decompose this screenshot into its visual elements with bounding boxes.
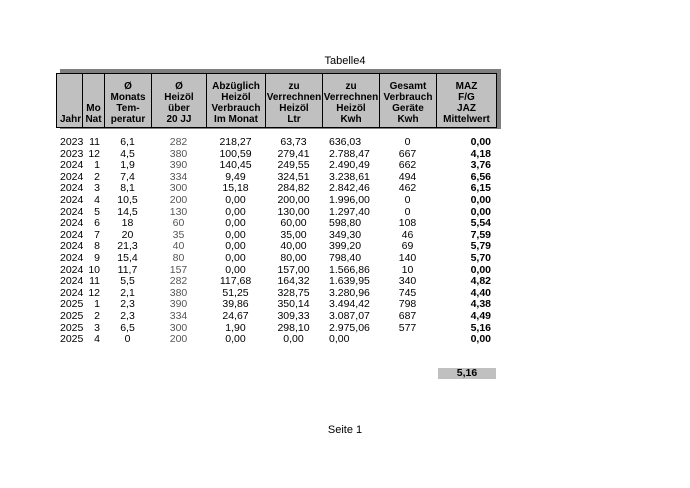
- cell-monat: 5: [94, 205, 100, 218]
- cell-gesamt-verbrauch: 340: [398, 275, 417, 288]
- cell-abzueglich: 0,00: [225, 240, 246, 253]
- cell-maz: 5,79: [470, 240, 491, 253]
- cell-gesamt-verbrauch: 0: [404, 205, 411, 218]
- cell-verrechnen-kwh: 598,80: [329, 217, 362, 230]
- cell-abzueglich: 100,59: [219, 147, 252, 160]
- cell-monat: 4: [94, 333, 100, 346]
- cell-heizoel-20jj: 380: [169, 286, 188, 299]
- cell-jahr: 2024: [60, 159, 84, 172]
- cell-heizoel-20jj: 60: [172, 217, 185, 230]
- cell-heizoel-20jj: 130: [169, 205, 188, 218]
- cell-verrechnen-ltr: 130,00: [277, 205, 310, 218]
- cell-verrechnen-kwh: 349,30: [329, 228, 362, 241]
- cell-maz: 5,70: [470, 252, 491, 264]
- cell-gesamt-verbrauch: 577: [398, 321, 417, 334]
- cell-jahr: 2023: [60, 136, 84, 148]
- header-monat: Mo Nat: [83, 74, 105, 127]
- cell-monat: 1: [94, 298, 100, 311]
- mittelwert-cell: 5,16: [438, 368, 496, 379]
- cell-monat: 12: [88, 147, 100, 160]
- cell-temperatur: 7,4: [120, 170, 135, 183]
- cell-heizoel-20jj: 157: [169, 263, 188, 276]
- cell-heizoel-20jj: 200: [169, 333, 188, 346]
- cell-verrechnen-ltr: 284,82: [277, 182, 310, 195]
- cell-gesamt-verbrauch: 140: [398, 252, 417, 264]
- cell-abzueglich: 1,90: [225, 321, 246, 334]
- table-row: [56, 172, 497, 183]
- cell-verrechnen-kwh: 1.639,95: [329, 275, 370, 288]
- table-row: [56, 288, 497, 299]
- cell-abzueglich: 9,49: [225, 170, 246, 183]
- cell-temperatur: 2,3: [120, 298, 135, 311]
- cell-temperatur: 10,5: [117, 194, 138, 206]
- cell-maz: 5,54: [470, 217, 491, 230]
- cell-maz: 4,82: [470, 275, 491, 288]
- cell-monat: 3: [94, 182, 100, 195]
- cell-verrechnen-kwh: 3.280,96: [329, 286, 370, 299]
- table-row: [56, 253, 497, 264]
- cell-maz: 3,76: [470, 159, 491, 172]
- cell-monat: 11: [89, 136, 100, 148]
- header-maz: MAZ F/G JAZ Mittelwert: [443, 81, 490, 125]
- cell-temperatur: 20: [121, 228, 134, 241]
- cell-verrechnen-kwh: 2.490,49: [329, 159, 370, 172]
- cell-temperatur: 2,1: [120, 286, 135, 299]
- cell-temperatur: 2,3: [120, 310, 135, 322]
- cell-abzueglich: 0,00: [225, 333, 246, 346]
- cell-temperatur: 14,5: [117, 205, 138, 218]
- table-row: [56, 183, 497, 194]
- cell-monat: 11: [89, 275, 100, 288]
- cell-jahr: 2024: [60, 217, 84, 230]
- cell-gesamt-verbrauch: 108: [398, 217, 417, 230]
- cell-jahr: 2024: [60, 275, 84, 288]
- cell-verrechnen-kwh: 0,00: [329, 333, 350, 346]
- cell-heizoel-20jj: 334: [169, 310, 188, 322]
- cell-verrechnen-ltr: 328,75: [277, 286, 310, 299]
- cell-temperatur: 6,1: [120, 136, 135, 148]
- cell-gesamt-verbrauch: 745: [398, 286, 417, 299]
- header-verrechnen-ltr: zu Verrechnen Heizöl Ltr: [266, 74, 323, 127]
- cell-temperatur: 6,5: [120, 321, 135, 334]
- cell-heizoel-20jj: 282: [169, 275, 188, 288]
- cell-monat: 8: [94, 240, 100, 253]
- cell-jahr: 2024: [60, 170, 84, 183]
- cell-verrechnen-ltr: 249,55: [277, 159, 310, 172]
- cell-jahr: 2025: [60, 310, 84, 322]
- cell-gesamt-verbrauch: 46: [401, 228, 414, 241]
- cell-verrechnen-ltr: 63,73: [280, 136, 307, 148]
- table-row: [56, 311, 497, 322]
- cell-monat: 4: [94, 194, 100, 206]
- cell-verrechnen-kwh: 3.087,07: [329, 310, 370, 322]
- cell-jahr: 2023: [60, 147, 84, 160]
- cell-temperatur: 5,5: [120, 275, 135, 288]
- cell-abzueglich: 0,00: [225, 228, 246, 241]
- table-row: [56, 149, 497, 160]
- cell-abzueglich: 218,27: [219, 136, 252, 148]
- cell-verrechnen-ltr: 298,10: [277, 321, 310, 334]
- cell-heizoel-20jj: 200: [169, 194, 188, 206]
- table-row: [56, 160, 497, 171]
- cell-gesamt-verbrauch: 667: [398, 147, 417, 160]
- table-row: [56, 241, 497, 252]
- header-heizoel-20jj: Ø Heizöl über 20 JJ: [152, 74, 207, 127]
- cell-verrechnen-ltr: 309,33: [277, 310, 310, 322]
- table-row: [56, 195, 497, 206]
- cell-abzueglich: 0,00: [225, 263, 246, 276]
- cell-verrechnen-ltr: 157,00: [277, 263, 310, 276]
- table-row: [56, 230, 497, 241]
- cell-gesamt-verbrauch: 462: [398, 182, 417, 195]
- cell-jahr: 2025: [60, 333, 84, 346]
- cell-monat: 2: [94, 170, 100, 183]
- cell-gesamt-verbrauch: 69: [401, 240, 414, 253]
- cell-maz: 4,38: [470, 298, 491, 311]
- cell-gesamt-verbrauch: 798: [398, 298, 417, 311]
- cell-maz: 5,16: [470, 321, 491, 334]
- table-row: [56, 265, 497, 276]
- cell-verrechnen-kwh: 2.975,06: [329, 321, 370, 334]
- cell-maz: 6,15: [470, 182, 491, 195]
- cell-abzueglich: 0,00: [225, 217, 246, 230]
- cell-jahr: 2024: [60, 240, 84, 253]
- cell-verrechnen-kwh: 3.494,42: [329, 298, 370, 311]
- cell-abzueglich: 0,00: [225, 194, 246, 206]
- page-title: Tabelle4: [324, 55, 366, 67]
- cell-heizoel-20jj: 390: [169, 159, 188, 172]
- cell-verrechnen-ltr: 324,51: [277, 170, 310, 183]
- cell-gesamt-verbrauch: 662: [398, 159, 417, 172]
- table-row: [56, 299, 497, 310]
- cell-maz: 0,00: [470, 263, 491, 276]
- cell-gesamt-verbrauch: 687: [398, 310, 417, 322]
- cell-jahr: 2024: [60, 182, 84, 195]
- cell-jahr: 2025: [60, 321, 84, 334]
- cell-maz: 6,56: [470, 170, 491, 183]
- cell-jahr: 2024: [60, 252, 84, 264]
- cell-heizoel-20jj: 390: [169, 298, 188, 311]
- cell-verrechnen-kwh: 798,40: [329, 252, 362, 264]
- cell-abzueglich: 140,45: [219, 159, 252, 172]
- cell-jahr: 2024: [60, 228, 84, 241]
- cell-verrechnen-kwh: 2.788,47: [329, 147, 370, 160]
- table-row: [56, 323, 497, 334]
- cell-temperatur: 0: [124, 333, 131, 346]
- cell-verrechnen-kwh: 636,03: [329, 136, 362, 148]
- cell-abzueglich: 0,00: [225, 252, 246, 264]
- cell-maz: 4,18: [470, 147, 491, 160]
- cell-verrechnen-ltr: 200,00: [277, 194, 310, 206]
- cell-temperatur: 11,7: [117, 263, 138, 276]
- cell-verrechnen-kwh: 1.996,00: [329, 194, 370, 206]
- cell-temperatur: 1,9: [120, 159, 135, 172]
- cell-monat: 3: [94, 321, 100, 334]
- cell-temperatur: 15,4: [117, 252, 138, 264]
- header-abzueglich: Abzüglich Heizöl Verbrauch Im Monat: [207, 74, 266, 127]
- cell-verrechnen-kwh: 2.842,46: [329, 182, 370, 195]
- cell-verrechnen-kwh: 399,20: [329, 240, 362, 253]
- cell-heizoel-20jj: 300: [169, 182, 188, 195]
- cell-gesamt-verbrauch: 10: [401, 263, 414, 276]
- cell-jahr: 2024: [60, 194, 84, 206]
- cell-heizoel-20jj: 282: [169, 136, 188, 148]
- table-row: [56, 276, 497, 287]
- cell-heizoel-20jj: 334: [169, 170, 188, 183]
- cell-verrechnen-ltr: 60,00: [280, 217, 307, 230]
- cell-temperatur: 8,1: [120, 182, 135, 195]
- table-row: [56, 218, 497, 229]
- cell-heizoel-20jj: 40: [172, 240, 185, 253]
- table-header: [56, 73, 497, 128]
- cell-jahr: 2024: [60, 263, 84, 276]
- cell-verrechnen-ltr: 35,00: [280, 228, 307, 241]
- cell-monat: 1: [94, 159, 100, 172]
- cell-abzueglich: 117,68: [219, 275, 252, 288]
- header-verrechnen-kwh: zu Verrechnen Heizöl Kwh: [323, 74, 380, 127]
- cell-maz: 7,59: [470, 228, 491, 241]
- cell-verrechnen-ltr: 164,32: [277, 275, 310, 288]
- cell-verrechnen-kwh: 3.238,61: [329, 170, 370, 183]
- cell-verrechnen-kwh: 1.297,40: [329, 205, 370, 218]
- cell-heizoel-20jj: 300: [169, 321, 188, 334]
- header-jahr: Jahr: [57, 74, 83, 127]
- cell-temperatur: 18: [121, 217, 134, 230]
- cell-monat: 6: [94, 217, 100, 230]
- cell-jahr: 2024: [60, 205, 84, 218]
- header-temperatur: Ø Monats Tem- peratur: [105, 74, 152, 127]
- cell-verrechnen-ltr: 279,41: [277, 147, 310, 160]
- cell-abzueglich: 24,67: [222, 310, 249, 322]
- cell-monat: 9: [94, 252, 100, 264]
- cell-abzueglich: 0,00: [225, 205, 246, 218]
- cell-abzueglich: 39,86: [222, 298, 249, 311]
- cell-verrechnen-kwh: 1.566,86: [329, 263, 370, 276]
- cell-monat: 2: [94, 310, 100, 322]
- cell-temperatur: 21,3: [117, 240, 138, 253]
- cell-maz: 4,49: [470, 310, 491, 322]
- cell-monat: 10: [88, 263, 100, 276]
- cell-maz: 0,00: [470, 333, 491, 346]
- cell-abzueglich: 51,25: [222, 286, 249, 299]
- page-footer: Seite 1: [327, 424, 363, 436]
- cell-maz: 0,00: [470, 194, 491, 206]
- cell-monat: 12: [88, 286, 100, 299]
- cell-abzueglich: 15,18: [222, 182, 249, 195]
- cell-heizoel-20jj: 35: [172, 228, 185, 241]
- cell-temperatur: 4,5: [120, 147, 135, 160]
- table-row: [56, 207, 497, 218]
- cell-heizoel-20jj: 80: [172, 252, 185, 264]
- cell-maz: 0,00: [470, 205, 491, 218]
- header-gesamt-verbrauch: Gesamt Verbrauch Geräte Kwh: [380, 74, 437, 127]
- cell-jahr: 2025: [60, 298, 84, 311]
- cell-jahr: 2024: [60, 286, 84, 299]
- cell-gesamt-verbrauch: 0: [404, 194, 411, 206]
- table-row: [56, 334, 497, 345]
- cell-maz: 4,40: [470, 286, 491, 299]
- cell-monat: 7: [94, 228, 100, 241]
- cell-gesamt-verbrauch: 0: [404, 136, 411, 148]
- cell-gesamt-verbrauch: 494: [398, 170, 417, 183]
- cell-verrechnen-ltr: 0,00: [283, 333, 304, 346]
- cell-verrechnen-ltr: 40,00: [280, 240, 307, 253]
- cell-maz: 0,00: [470, 136, 491, 148]
- cell-verrechnen-ltr: 80,00: [280, 252, 307, 264]
- cell-heizoel-20jj: 380: [169, 147, 188, 160]
- table-row: [56, 137, 497, 148]
- cell-verrechnen-ltr: 350,14: [277, 298, 310, 311]
